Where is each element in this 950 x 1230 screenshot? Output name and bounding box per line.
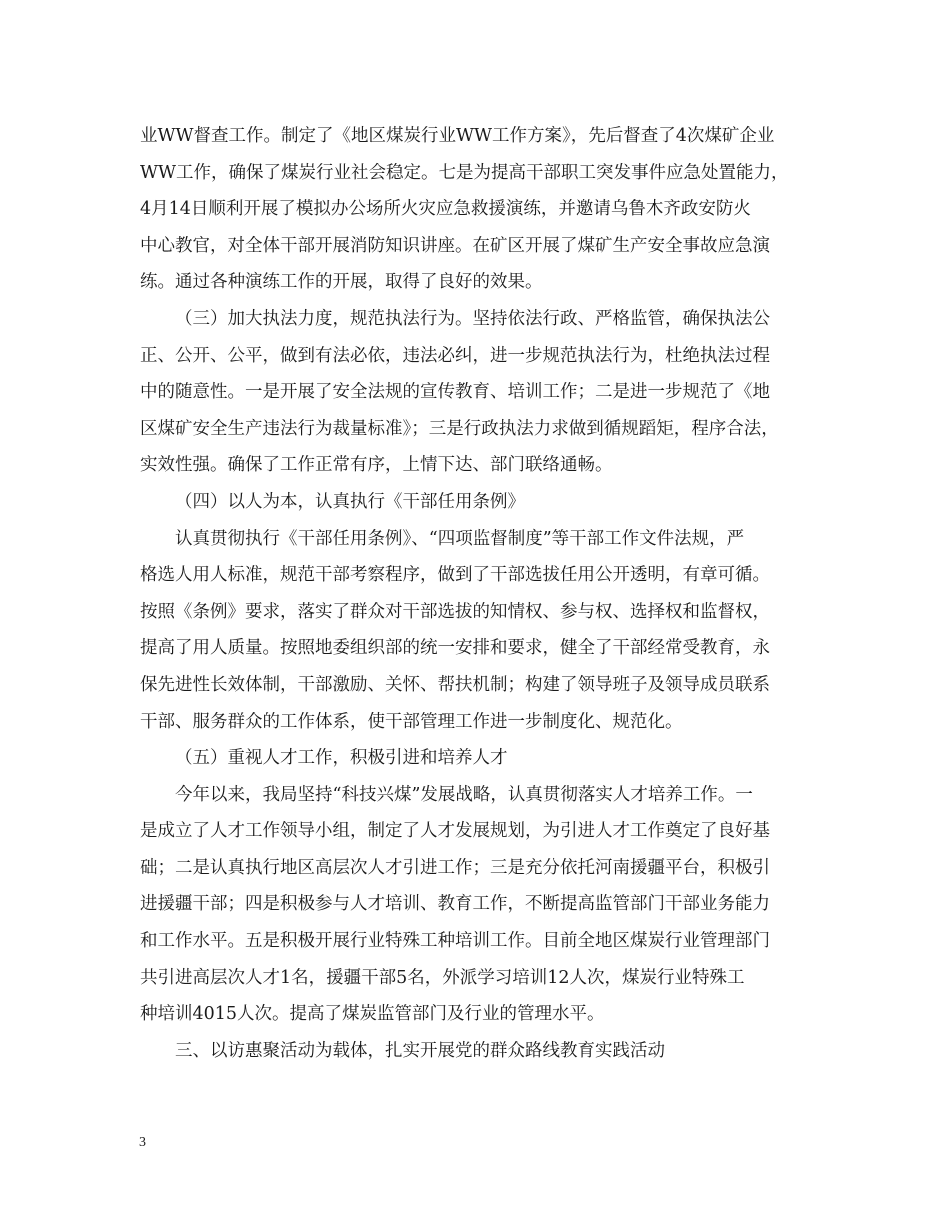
text-line: 干部、服务群众的工作体系，使干部管理工作进一步制度化、规范化。 — [140, 711, 683, 732]
text-line: （五）重视人才工作，积极引进和培养人才 — [175, 748, 508, 769]
text-line: 中心教官，对全体干部开展消防知识讲座。在矿区开展了煤矿生产安全事故应急演 — [140, 235, 770, 256]
text-line: 中的随意性。一是开展了安全法规的宣传教育、培训工作；二是进一步规范了《地 — [140, 382, 770, 403]
text-line: 础；二是认真执行地区高层次人才引进工作；三是充分依托河南援疆平台，积极引 — [140, 857, 770, 878]
text-line: 提高了用人质量。按照地委组织部的统一安排和要求，健全了干部经常受教育，永 — [140, 638, 770, 659]
text-line: 今年以来，我局坚持“科技兴煤”发展战略，认真贯彻落实人才培养工作。一 — [175, 784, 753, 805]
text-line: 格选人用人标准，规范干部考察程序，做到了干部选拔任用公开透明，有章可循。 — [140, 565, 770, 586]
text-line: 保先进性长效体制，干部激励、关怀、帮扶机制；构建了领导班子及领导成员联系 — [140, 674, 770, 695]
text-line: 实效性强。确保了工作正常有序，上情下达、部门联络通畅。 — [140, 455, 613, 476]
text-line: （三）加大执法力度，规范执法行为。坚持依法行政、严格监管，确保执法公 — [175, 308, 770, 329]
text-line: 共引进高层次人才1名，援疆干部5名，外派学习培训12人次，煤炭行业特殊工 — [140, 967, 745, 988]
text-line: WW工作，确保了煤炭行业社会稳定。七是为提高干部职工突发事件应急处置能力， — [140, 162, 789, 183]
text-line: （四）以人为本，认真执行《干部任用条例》 — [175, 491, 525, 512]
text-line: 进援疆干部；四是积极参与人才培训、教育工作，不断提高监管部门干部业务能力 — [140, 894, 770, 915]
text-line: 和工作水平。五是积极开展行业特殊工种培训工作。目前全地区煤炭行业管理部门 — [140, 931, 770, 952]
document-body — [140, 118, 830, 1069]
text-line: 认真贯彻执行《干部任用条例》、“四项监督制度”等干部工作文件法规，严 — [175, 528, 745, 549]
text-line: 种培训4015人次。提高了煤炭监管部门及行业的管理水平。 — [140, 1004, 605, 1025]
text-line: 业WW督查工作。制定了《地区煤炭行业WW工作方案》，先后督查了4次煤矿企业 — [140, 126, 775, 146]
text-line: 是成立了人才工作领导小组，制定了人才发展规划，为引进人才工作奠定了良好基 — [140, 821, 770, 842]
text-line: 练。通过各种演练工作的开展，取得了良好的效果。 — [140, 272, 543, 293]
text-line: 区煤矿安全生产违法行为裁量标准》；三是行政执法力求做到循规蹈矩，程序合法， — [140, 418, 779, 439]
text-line: 按照《条例》要求，落实了群众对干部选拔的知情权、参与权、选择权和监督权， — [140, 601, 770, 622]
text-line: 4月14日顺利开展了模拟办公场所火灾应急救援演练，并邀请乌鲁木齐政安防火 — [140, 199, 751, 220]
text-line: 三、以访惠聚活动为载体，扎实开展党的群众路线教育实践活动 — [175, 1040, 665, 1061]
page-number: 3 — [139, 1135, 146, 1150]
text-line: 正、公开、公平，做到有法必依，违法必纠，进一步规范执法行为，杜绝执法过程 — [140, 345, 770, 366]
